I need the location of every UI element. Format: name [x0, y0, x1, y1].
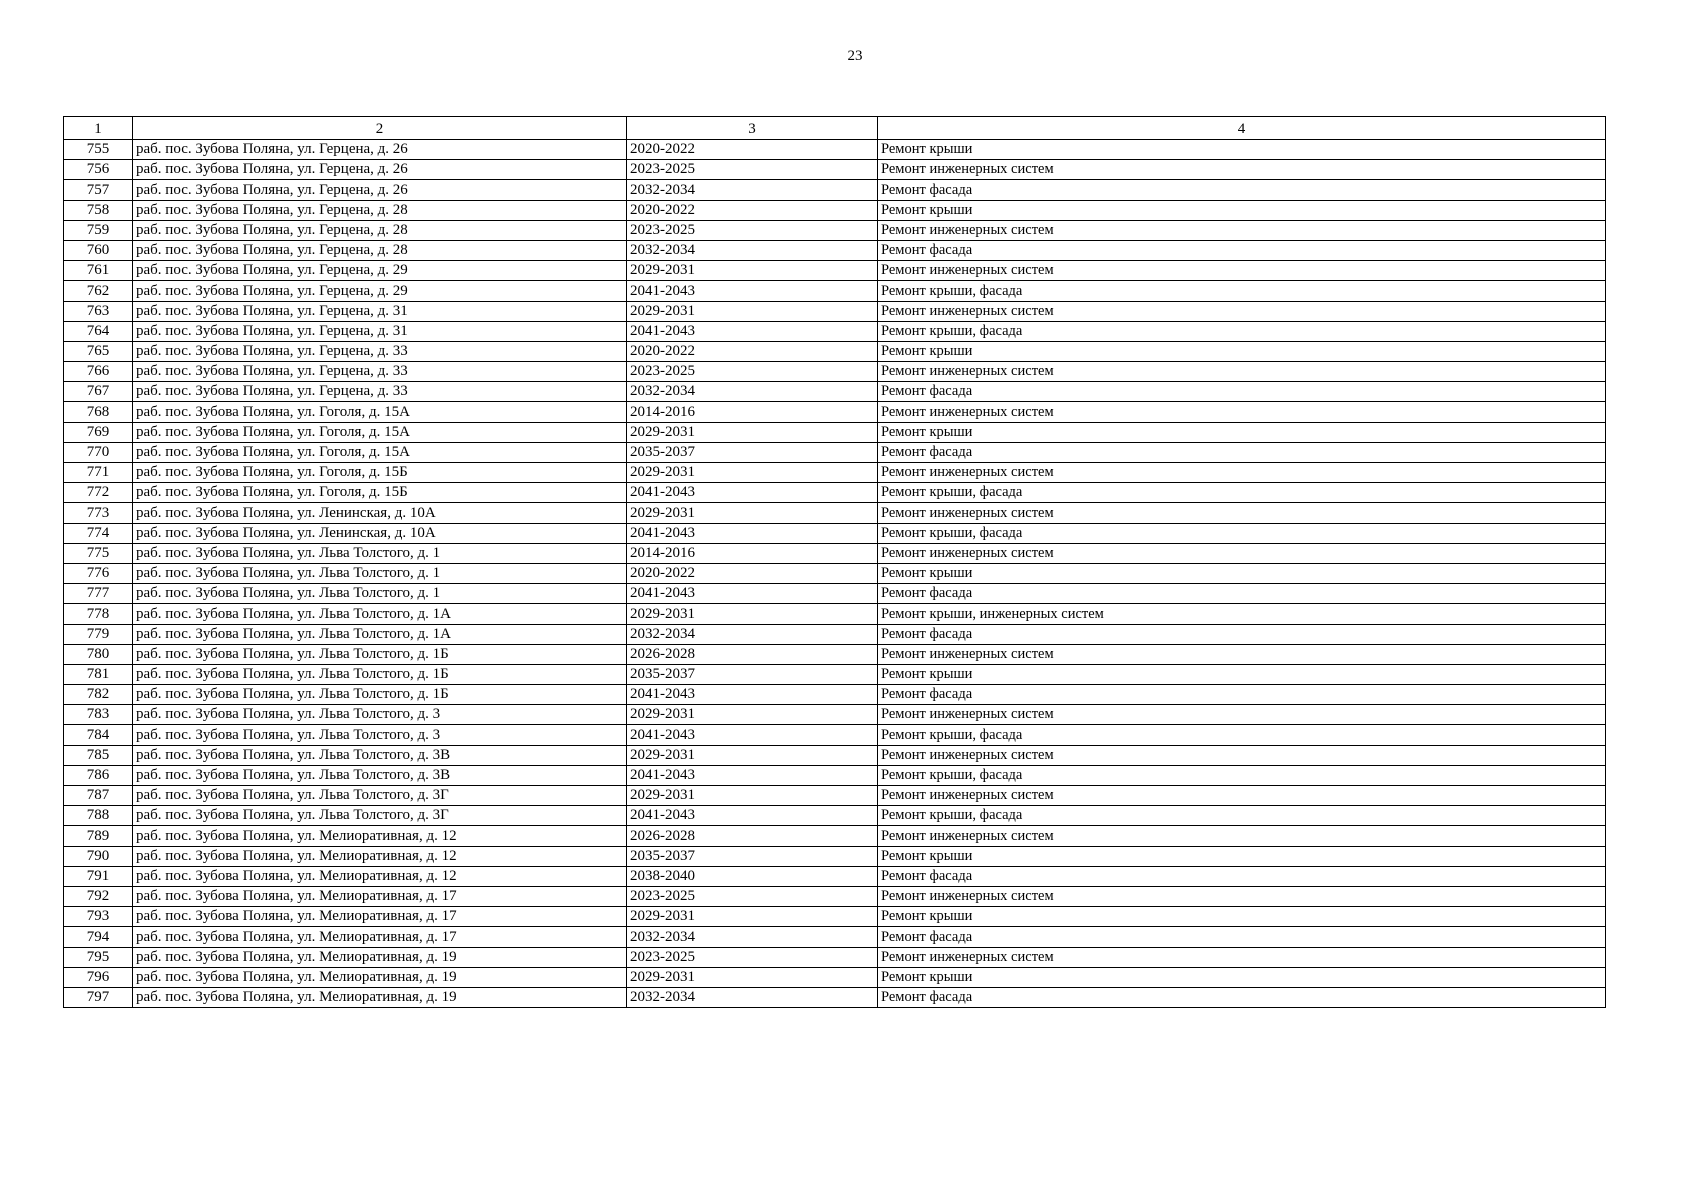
row-number: 797 [64, 987, 133, 1007]
row-address: раб. пос. Зубова Поляна, ул. Мелиоративная, д. 17 [133, 886, 627, 906]
row-period: 2029-2031 [627, 422, 878, 442]
row-period: 2029-2031 [627, 503, 878, 523]
row-work-type: Ремонт инженерных систем [878, 786, 1606, 806]
table-row [64, 523, 1606, 543]
row-work-type: Ремонт инженерных систем [878, 301, 1606, 321]
header-col-4: 4 [878, 117, 1606, 140]
row-number: 765 [64, 341, 133, 361]
row-period: 2029-2031 [627, 907, 878, 927]
row-period: 2041-2043 [627, 806, 878, 826]
table-row [64, 907, 1606, 927]
row-work-type: Ремонт инженерных систем [878, 826, 1606, 846]
table-row [64, 442, 1606, 462]
table-row [64, 301, 1606, 321]
row-period: 2032-2034 [627, 624, 878, 644]
row-work-type: Ремонт крыши [878, 907, 1606, 927]
table-row [64, 240, 1606, 260]
row-address: раб. пос. Зубова Поляна, ул. Мелиоративная, д. 17 [133, 907, 627, 927]
row-address: раб. пос. Зубова Поляна, ул. Герцена, д. 28 [133, 220, 627, 240]
row-number: 776 [64, 563, 133, 583]
row-number: 787 [64, 786, 133, 806]
row-work-type: Ремонт крыши [878, 341, 1606, 361]
row-address: раб. пос. Зубова Поляна, ул. Льва Толстого, д. 3Г [133, 786, 627, 806]
table-row [64, 563, 1606, 583]
row-address: раб. пос. Зубова Поляна, ул. Гоголя, д. 15А [133, 422, 627, 442]
row-work-type: Ремонт крыши [878, 664, 1606, 684]
row-address: раб. пос. Зубова Поляна, ул. Герцена, д. 31 [133, 301, 627, 321]
table-row [64, 644, 1606, 664]
row-work-type: Ремонт инженерных систем [878, 463, 1606, 483]
row-number: 775 [64, 543, 133, 563]
row-period: 2041-2043 [627, 483, 878, 503]
table-row [64, 584, 1606, 604]
row-address: раб. пос. Зубова Поляна, ул. Льва Толстого, д. 1Б [133, 664, 627, 684]
row-address: раб. пос. Зубова Поляна, ул. Герцена, д. 33 [133, 341, 627, 361]
row-address: раб. пос. Зубова Поляна, ул. Мелиоративная, д. 12 [133, 846, 627, 866]
row-number: 780 [64, 644, 133, 664]
row-period: 2035-2037 [627, 442, 878, 462]
table-row [64, 927, 1606, 947]
row-number: 767 [64, 382, 133, 402]
row-period: 2029-2031 [627, 301, 878, 321]
row-period: 2023-2025 [627, 160, 878, 180]
row-number: 774 [64, 523, 133, 543]
row-work-type: Ремонт инженерных систем [878, 745, 1606, 765]
row-period: 2041-2043 [627, 685, 878, 705]
row-period: 2026-2028 [627, 644, 878, 664]
row-work-type: Ремонт крыши, фасада [878, 483, 1606, 503]
row-work-type: Ремонт фасада [878, 240, 1606, 260]
table-row [64, 281, 1606, 301]
row-address: раб. пос. Зубова Поляна, ул. Герцена, д. 31 [133, 321, 627, 341]
table-row [64, 543, 1606, 563]
row-number: 758 [64, 200, 133, 220]
row-work-type: Ремонт крыши [878, 200, 1606, 220]
row-work-type: Ремонт инженерных систем [878, 886, 1606, 906]
table-row [64, 140, 1606, 160]
row-work-type: Ремонт фасада [878, 685, 1606, 705]
row-period: 2032-2034 [627, 240, 878, 260]
table-row [64, 362, 1606, 382]
row-address: раб. пос. Зубова Поляна, ул. Льва Толстого, д. 3В [133, 765, 627, 785]
capital-repair-table [63, 116, 1606, 1008]
row-number: 763 [64, 301, 133, 321]
table-row [64, 402, 1606, 422]
row-work-type: Ремонт инженерных систем [878, 503, 1606, 523]
table-row [64, 200, 1606, 220]
row-address: раб. пос. Зубова Поляна, ул. Ленинская, д. 10А [133, 523, 627, 543]
row-work-type: Ремонт фасада [878, 442, 1606, 462]
row-number: 778 [64, 604, 133, 624]
row-work-type: Ремонт крыши [878, 846, 1606, 866]
row-address: раб. пос. Зубова Поляна, ул. Льва Толстого, д. 1 [133, 543, 627, 563]
row-number: 764 [64, 321, 133, 341]
row-period: 2041-2043 [627, 584, 878, 604]
header-row [64, 117, 1606, 140]
row-period: 2029-2031 [627, 705, 878, 725]
table-row [64, 947, 1606, 967]
row-address: раб. пос. Зубова Поляна, ул. Льва Толстого, д. 3Г [133, 806, 627, 826]
row-number: 760 [64, 240, 133, 260]
row-address: раб. пос. Зубова Поляна, ул. Льва Толстого, д. 1 [133, 584, 627, 604]
row-address: раб. пос. Зубова Поляна, ул. Герцена, д. 28 [133, 240, 627, 260]
row-work-type: Ремонт инженерных систем [878, 261, 1606, 281]
row-work-type: Ремонт крыши, фасада [878, 523, 1606, 543]
table-body [64, 140, 1606, 1008]
row-address: раб. пос. Зубова Поляна, ул. Мелиоративная, д. 12 [133, 826, 627, 846]
row-number: 794 [64, 927, 133, 947]
row-period: 2032-2034 [627, 987, 878, 1007]
row-number: 781 [64, 664, 133, 684]
row-address: раб. пос. Зубова Поляна, ул. Гоголя, д. 15Б [133, 463, 627, 483]
row-work-type: Ремонт инженерных систем [878, 220, 1606, 240]
row-address: раб. пос. Зубова Поляна, ул. Гоголя, д. 15А [133, 442, 627, 462]
row-work-type: Ремонт фасада [878, 927, 1606, 947]
row-work-type: Ремонт инженерных систем [878, 705, 1606, 725]
table-row [64, 846, 1606, 866]
table-row [64, 483, 1606, 503]
row-address: раб. пос. Зубова Поляна, ул. Герцена, д. 28 [133, 200, 627, 220]
row-number: 783 [64, 705, 133, 725]
table-row [64, 463, 1606, 483]
row-number: 788 [64, 806, 133, 826]
table-row [64, 604, 1606, 624]
row-number: 766 [64, 362, 133, 382]
row-number: 792 [64, 886, 133, 906]
row-number: 761 [64, 261, 133, 281]
row-work-type: Ремонт фасада [878, 624, 1606, 644]
row-address: раб. пос. Зубова Поляна, ул. Льва Толстого, д. 3 [133, 705, 627, 725]
row-period: 2041-2043 [627, 281, 878, 301]
row-work-type: Ремонт инженерных систем [878, 947, 1606, 967]
page-number: 23 [847, 48, 863, 64]
table-row [64, 321, 1606, 341]
row-period: 2029-2031 [627, 967, 878, 987]
row-number: 782 [64, 685, 133, 705]
table-row [64, 422, 1606, 442]
table-row [64, 382, 1606, 402]
table-row [64, 745, 1606, 765]
row-period: 2041-2043 [627, 765, 878, 785]
table-row [64, 786, 1606, 806]
row-address: раб. пос. Зубова Поляна, ул. Герцена, д. 26 [133, 140, 627, 160]
row-number: 768 [64, 402, 133, 422]
row-address: раб. пос. Зубова Поляна, ул. Льва Толстого, д. 3В [133, 745, 627, 765]
row-period: 2020-2022 [627, 341, 878, 361]
row-number: 772 [64, 483, 133, 503]
row-address: раб. пос. Зубова Поляна, ул. Герцена, д. 33 [133, 362, 627, 382]
row-work-type: Ремонт инженерных систем [878, 644, 1606, 664]
row-work-type: Ремонт фасада [878, 180, 1606, 200]
row-address: раб. пос. Зубова Поляна, ул. Герцена, д. 26 [133, 180, 627, 200]
row-period: 2023-2025 [627, 886, 878, 906]
table-row [64, 180, 1606, 200]
table-row [64, 765, 1606, 785]
row-number: 755 [64, 140, 133, 160]
row-period: 2041-2043 [627, 321, 878, 341]
row-work-type: Ремонт крыши [878, 967, 1606, 987]
table-row [64, 866, 1606, 886]
row-number: 793 [64, 907, 133, 927]
row-number: 756 [64, 160, 133, 180]
row-number: 759 [64, 220, 133, 240]
row-work-type: Ремонт инженерных систем [878, 402, 1606, 422]
row-period: 2035-2037 [627, 664, 878, 684]
header-col-2: 2 [133, 117, 627, 140]
row-period: 2014-2016 [627, 543, 878, 563]
row-number: 771 [64, 463, 133, 483]
row-number: 786 [64, 765, 133, 785]
row-work-type: Ремонт фасада [878, 382, 1606, 402]
row-period: 2014-2016 [627, 402, 878, 422]
row-number: 784 [64, 725, 133, 745]
table-row [64, 967, 1606, 987]
row-address: раб. пос. Зубова Поляна, ул. Ленинская, д. 10А [133, 503, 627, 523]
table-header [64, 117, 1606, 140]
row-number: 769 [64, 422, 133, 442]
row-period: 2023-2025 [627, 947, 878, 967]
header-col-1: 1 [64, 117, 133, 140]
row-work-type: Ремонт инженерных систем [878, 160, 1606, 180]
row-number: 789 [64, 826, 133, 846]
row-period: 2029-2031 [627, 786, 878, 806]
table-row [64, 341, 1606, 361]
row-period: 2029-2031 [627, 463, 878, 483]
row-number: 791 [64, 866, 133, 886]
table-row [64, 160, 1606, 180]
row-address: раб. пос. Зубова Поляна, ул. Мелиоративная, д. 12 [133, 866, 627, 886]
row-period: 2038-2040 [627, 866, 878, 886]
row-period: 2041-2043 [627, 725, 878, 745]
table-row [64, 826, 1606, 846]
row-address: раб. пос. Зубова Поляна, ул. Льва Толстого, д. 1Б [133, 685, 627, 705]
row-work-type: Ремонт крыши [878, 422, 1606, 442]
table-row [64, 705, 1606, 725]
row-period: 2020-2022 [627, 200, 878, 220]
row-address: раб. пос. Зубова Поляна, ул. Льва Толстого, д. 3 [133, 725, 627, 745]
row-period: 2029-2031 [627, 604, 878, 624]
row-period: 2029-2031 [627, 745, 878, 765]
row-work-type: Ремонт инженерных систем [878, 543, 1606, 563]
row-work-type: Ремонт фасада [878, 584, 1606, 604]
row-address: раб. пос. Зубова Поляна, ул. Герцена, д. 29 [133, 281, 627, 301]
table-row [64, 987, 1606, 1007]
row-work-type: Ремонт крыши, фасада [878, 765, 1606, 785]
row-work-type: Ремонт крыши, фасада [878, 281, 1606, 301]
row-period: 2023-2025 [627, 362, 878, 382]
row-number: 762 [64, 281, 133, 301]
row-address: раб. пос. Зубова Поляна, ул. Мелиоративная, д. 19 [133, 987, 627, 1007]
row-work-type: Ремонт крыши, фасада [878, 725, 1606, 745]
table-row [64, 886, 1606, 906]
row-work-type: Ремонт инженерных систем [878, 362, 1606, 382]
row-period: 2032-2034 [627, 927, 878, 947]
row-period: 2026-2028 [627, 826, 878, 846]
row-number: 790 [64, 846, 133, 866]
row-period: 2035-2037 [627, 846, 878, 866]
row-address: раб. пос. Зубова Поляна, ул. Льва Толстого, д. 1 [133, 563, 627, 583]
row-address: раб. пос. Зубова Поляна, ул. Герцена, д. 33 [133, 382, 627, 402]
table-row [64, 503, 1606, 523]
row-work-type: Ремонт крыши, фасада [878, 806, 1606, 826]
row-address: раб. пос. Зубова Поляна, ул. Льва Толстого, д. 1Б [133, 644, 627, 664]
row-work-type: Ремонт крыши [878, 140, 1606, 160]
row-work-type: Ремонт крыши, фасада [878, 321, 1606, 341]
row-number: 777 [64, 584, 133, 604]
table-row [64, 624, 1606, 644]
row-period: 2032-2034 [627, 180, 878, 200]
row-number: 779 [64, 624, 133, 644]
row-address: раб. пос. Зубова Поляна, ул. Льва Толстого, д. 1А [133, 624, 627, 644]
row-period: 2032-2034 [627, 382, 878, 402]
row-number: 795 [64, 947, 133, 967]
row-address: раб. пос. Зубова Поляна, ул. Мелиоративная, д. 17 [133, 927, 627, 947]
row-work-type: Ремонт фасада [878, 987, 1606, 1007]
header-col-3: 3 [627, 117, 878, 140]
row-address: раб. пос. Зубова Поляна, ул. Гоголя, д. 15А [133, 402, 627, 422]
table-row [64, 725, 1606, 745]
row-period: 2020-2022 [627, 563, 878, 583]
row-period: 2029-2031 [627, 261, 878, 281]
row-number: 785 [64, 745, 133, 765]
row-address: раб. пос. Зубова Поляна, ул. Льва Толстого, д. 1А [133, 604, 627, 624]
table-row [64, 220, 1606, 240]
table-row [64, 685, 1606, 705]
table-row [64, 261, 1606, 281]
row-period: 2020-2022 [627, 140, 878, 160]
row-number: 757 [64, 180, 133, 200]
row-address: раб. пос. Зубова Поляна, ул. Мелиоративная, д. 19 [133, 967, 627, 987]
row-number: 773 [64, 503, 133, 523]
row-period: 2023-2025 [627, 220, 878, 240]
table-row [64, 664, 1606, 684]
row-work-type: Ремонт фасада [878, 866, 1606, 886]
row-number: 770 [64, 442, 133, 462]
row-address: раб. пос. Зубова Поляна, ул. Герцена, д. 26 [133, 160, 627, 180]
row-period: 2041-2043 [627, 523, 878, 543]
row-address: раб. пос. Зубова Поляна, ул. Герцена, д. 29 [133, 261, 627, 281]
row-work-type: Ремонт крыши [878, 563, 1606, 583]
table-row [64, 806, 1606, 826]
row-address: раб. пос. Зубова Поляна, ул. Гоголя, д. 15Б [133, 483, 627, 503]
row-work-type: Ремонт крыши, инженерных систем [878, 604, 1606, 624]
row-address: раб. пос. Зубова Поляна, ул. Мелиоративная, д. 19 [133, 947, 627, 967]
row-number: 796 [64, 967, 133, 987]
